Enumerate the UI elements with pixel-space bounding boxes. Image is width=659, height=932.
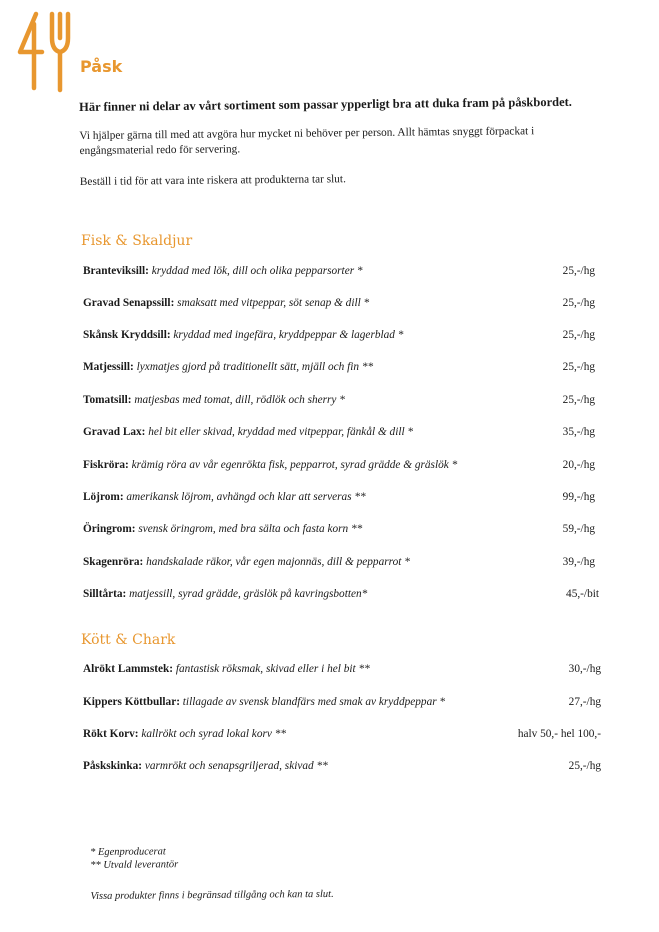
- footnotes: [90, 843, 490, 903]
- menu-item: [83, 326, 603, 344]
- fork-four-logo-icon: [14, 8, 84, 98]
- menu-item: [83, 456, 603, 474]
- item-description: fantastisk röksmak, skivad eller i hel bit **: [175, 663, 370, 675]
- item-price: 27,-/hg: [568, 696, 601, 708]
- menu-item: [83, 660, 603, 678]
- item-price: halv 50,- hel 100,-: [517, 728, 601, 740]
- footnote-selected-supplier: ** Utvald leverantör: [90, 859, 179, 871]
- item-name: Löjrom:: [83, 491, 124, 503]
- item-description: kallrökt och syrad lokal korv **: [141, 728, 287, 740]
- footnote-own-produced: * Egenproducerat: [90, 846, 166, 858]
- item-description: smaksatt med vitpeppar, söt senap & dill *: [177, 297, 370, 309]
- menu-item: [83, 585, 603, 603]
- item-name: Skagenröra:: [83, 556, 144, 568]
- item-price: 25,-/hg: [562, 297, 595, 309]
- item-description: matjesbas med tomat, dill, rödlök och sherry *: [134, 394, 345, 406]
- menu-item: [83, 358, 603, 376]
- item-name: Tomatsill:: [83, 394, 132, 406]
- item-name: Branteviksill:: [83, 265, 149, 277]
- menu-item: [83, 488, 603, 506]
- menu-item: [83, 553, 603, 571]
- menu-item: [83, 520, 603, 538]
- item-name: Silltårta:: [83, 588, 127, 600]
- section-title-kott-chark: Kött & Chark: [81, 632, 176, 648]
- item-description: amerikansk löjrom, avhängd och klar att serveras **: [126, 491, 366, 503]
- item-description: varmrökt och senapsgriljerad, skivad **: [144, 760, 328, 772]
- item-price: 25,-/hg: [562, 394, 595, 406]
- item-name: Gravad Lax:: [83, 426, 146, 438]
- item-name: Öringrom:: [83, 523, 136, 535]
- item-price: 35,-/hg: [562, 426, 595, 438]
- menu-item: [83, 757, 603, 775]
- page-title: Påsk: [80, 57, 123, 76]
- item-name: Alrökt Lammstek:: [83, 663, 174, 675]
- item-name: Skånsk Kryddsill:: [83, 329, 171, 341]
- item-description: matjessill, syrad grädde, gräslök på kavringsbotten*: [129, 588, 368, 600]
- item-name: Fiskröra:: [83, 459, 129, 471]
- item-price: 25,-/hg: [568, 760, 601, 772]
- item-price: 59,-/hg: [562, 523, 595, 535]
- item-description: krämig röra av vår egenrökta fisk, pepparrot, syrad grädde & gräslök *: [131, 459, 458, 471]
- item-description: hel bit eller skivad, kryddad med vitpeppar, fänkål & dill *: [148, 426, 414, 438]
- item-price: 30,-/hg: [568, 663, 601, 675]
- item-price: 45,-/bit: [566, 588, 599, 600]
- intro-paragraph: Beställ i tid för att vara inte riskera att produkterna tar slut.: [79, 173, 346, 188]
- item-price: 25,-/hg: [562, 329, 595, 341]
- menu-item: [83, 391, 603, 409]
- item-name: Rökt Korv:: [83, 728, 139, 740]
- menu-item: [83, 294, 603, 312]
- item-description: svensk öringrom, med bra sälta och fasta korn **: [138, 523, 363, 535]
- item-price: 25,-/hg: [562, 361, 595, 373]
- menu-item: [83, 693, 603, 711]
- intro-heading: Här finner ni delar av vårt sortiment som passar ypperligt bra att duka fram på påskbordet.: [79, 94, 572, 114]
- item-name: Gravad Senapssill:: [83, 297, 175, 309]
- intro-paragraph: Vi hjälper gärna till med att avgöra hur mycket ni behöver per person. Allt hämtas snyggt förpackat i engångsmaterial redo för servering.: [79, 125, 535, 157]
- item-name: Påskskinka:: [83, 760, 143, 772]
- menu-item: [83, 262, 603, 280]
- item-description: tillagade av svensk blandfärs med smak av kryddpeppar *: [182, 696, 446, 708]
- menu-item: [83, 423, 603, 441]
- menu-item: [83, 725, 603, 743]
- item-name: Matjessill:: [83, 361, 134, 373]
- item-description: kryddad med lök, dill och olika pepparsorter *: [151, 265, 363, 277]
- item-name: Kippers Köttbullar:: [83, 696, 180, 708]
- item-price: 20,-/hg: [562, 459, 595, 471]
- footnote-limited-availability: Vissa produkter finns i begränsad tillgång och kan ta slut.: [90, 888, 334, 902]
- item-price: 25,-/hg: [562, 265, 595, 277]
- item-description: handskalade räkor, vår egen majonnäs, dill & pepparrot *: [146, 556, 410, 568]
- item-description: lyxmatjes gjord på traditionellt sätt, mjäll och fin **: [136, 361, 374, 373]
- item-description: kryddad med ingefära, kryddpeppar & lagerblad *: [173, 329, 404, 341]
- intro: [79, 94, 610, 206]
- item-price: 39,-/hg: [562, 556, 595, 568]
- item-price: 99,-/hg: [562, 491, 595, 503]
- section-title-fisk-skaldjur: Fisk & Skaldjur: [81, 233, 193, 249]
